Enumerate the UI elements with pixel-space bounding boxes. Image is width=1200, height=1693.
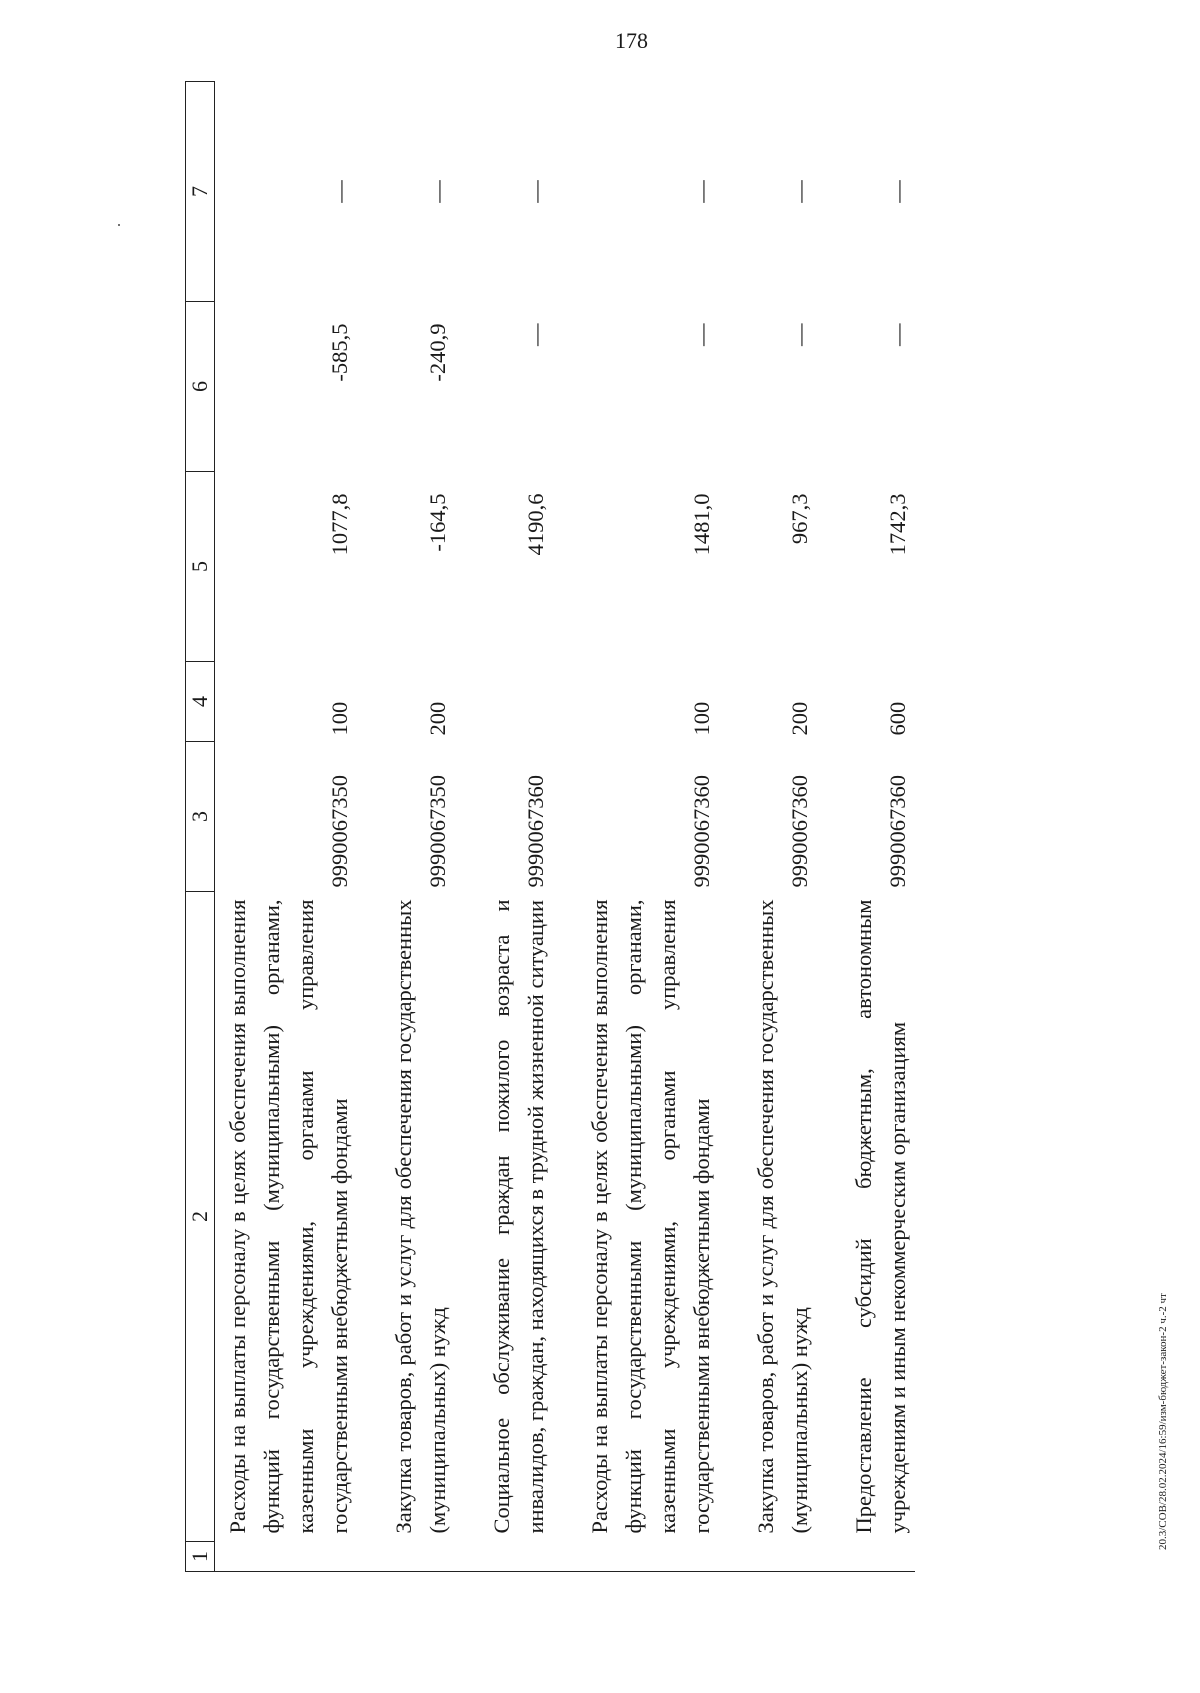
expense-description: Закупка товаров, работ и услуг для обеспечения государственных (муниципальных) нужд bbox=[753, 899, 812, 1534]
amount-col-5: 4190,6 bbox=[523, 493, 548, 556]
target-code: 9990067360 bbox=[885, 775, 910, 888]
amount-col-7: — bbox=[327, 180, 352, 203]
expense-type: 200 bbox=[425, 701, 450, 736]
budget-table bbox=[185, 81, 915, 1572]
row-spacer bbox=[553, 82, 577, 1572]
amount-col-7: — bbox=[523, 180, 548, 203]
row-spacer bbox=[357, 82, 381, 1572]
expense-description: Расходы на выплаты персоналу в целях обеспечения выполнения функций государственными (муниципальными) органами, казенными учреждениями, органами управления государственными внебюджетными фондами bbox=[587, 899, 714, 1534]
amount-col-7: — bbox=[689, 180, 714, 203]
expense-type: 100 bbox=[689, 701, 714, 736]
expense-description: Расходы на выплаты персоналу в целях обеспечения выполнения функций государственными (муниципальными) органами, казенными учреждениями, органами управления государственными внебюджетными фондами bbox=[225, 899, 352, 1534]
header-row bbox=[186, 82, 215, 1572]
expense-description: Закупка товаров, работ и услуг для обеспечения государственных (муниципальных) нужд bbox=[391, 899, 450, 1534]
amount-col-7: — bbox=[787, 180, 812, 203]
header-col-7: 7 bbox=[186, 82, 215, 302]
target-code: 9990067360 bbox=[689, 775, 714, 888]
expense-type: 600 bbox=[885, 701, 910, 736]
scan-speck bbox=[118, 224, 120, 226]
row-number bbox=[743, 1542, 817, 1572]
target-code: 9990067360 bbox=[787, 775, 812, 888]
amount-col-5: -164,5 bbox=[425, 493, 450, 552]
row-spacer bbox=[719, 82, 743, 1572]
header-col-4: 4 bbox=[186, 662, 215, 742]
amount-col-5: 967,3 bbox=[787, 493, 812, 545]
header-col-1: 1 bbox=[186, 1542, 215, 1572]
page-number: 178 bbox=[615, 28, 648, 53]
row-number bbox=[479, 1542, 553, 1572]
budget-table-rotated bbox=[185, 82, 1185, 1572]
amount-col-5: 1481,0 bbox=[689, 493, 714, 556]
table-row bbox=[841, 82, 915, 1572]
header-col-3: 3 bbox=[186, 742, 215, 892]
table-row bbox=[215, 82, 358, 1572]
amount-col-6: — bbox=[787, 323, 812, 346]
amount-col-7: — bbox=[885, 180, 910, 203]
amount-col-6: -585,5 bbox=[327, 323, 352, 382]
expense-type: 100 bbox=[327, 701, 352, 736]
expense-type: 200 bbox=[787, 701, 812, 736]
header-col-2: 2 bbox=[186, 892, 215, 1542]
target-code: 9990067360 bbox=[523, 775, 548, 888]
expense-description: Предоставление субсидий бюджетным, автономным учреждениям и иным некоммерческим организациям bbox=[851, 899, 910, 1534]
row-spacer bbox=[455, 82, 479, 1572]
row-number bbox=[577, 1542, 719, 1572]
amount-col-6: -240,9 bbox=[425, 323, 450, 382]
target-code: 9990067350 bbox=[327, 775, 352, 888]
amount-col-6: — bbox=[689, 323, 714, 346]
amount-col-6: — bbox=[885, 323, 910, 346]
amount-col-6: — bbox=[523, 323, 548, 346]
table-row bbox=[381, 82, 455, 1572]
row-number bbox=[381, 1542, 455, 1572]
document-footer-code: 20.3/СОВ/28.02.2024/16:59/изм-бюджет-закон-2 ч.-2 чт bbox=[1157, 1293, 1169, 1550]
table-header bbox=[186, 82, 215, 1572]
table-row bbox=[479, 82, 553, 1572]
amount-col-5: 1742,3 bbox=[885, 493, 910, 556]
header-col-6: 6 bbox=[186, 302, 215, 472]
table-row bbox=[743, 82, 817, 1572]
table-body bbox=[215, 82, 916, 1572]
expense-type bbox=[479, 662, 553, 742]
table-row bbox=[577, 82, 719, 1572]
amount-col-7: — bbox=[425, 180, 450, 203]
header-col-5: 5 bbox=[186, 472, 215, 662]
row-number bbox=[215, 1542, 358, 1572]
row-spacer bbox=[817, 82, 841, 1572]
row-number bbox=[841, 1542, 915, 1572]
expense-description: Социальное обслуживание граждан пожилого возраста и инвалидов, граждан, находящихся в трудной жизненной ситуации bbox=[489, 899, 548, 1534]
amount-col-5: 1077,8 bbox=[327, 493, 352, 556]
target-code: 9990067350 bbox=[425, 775, 450, 888]
